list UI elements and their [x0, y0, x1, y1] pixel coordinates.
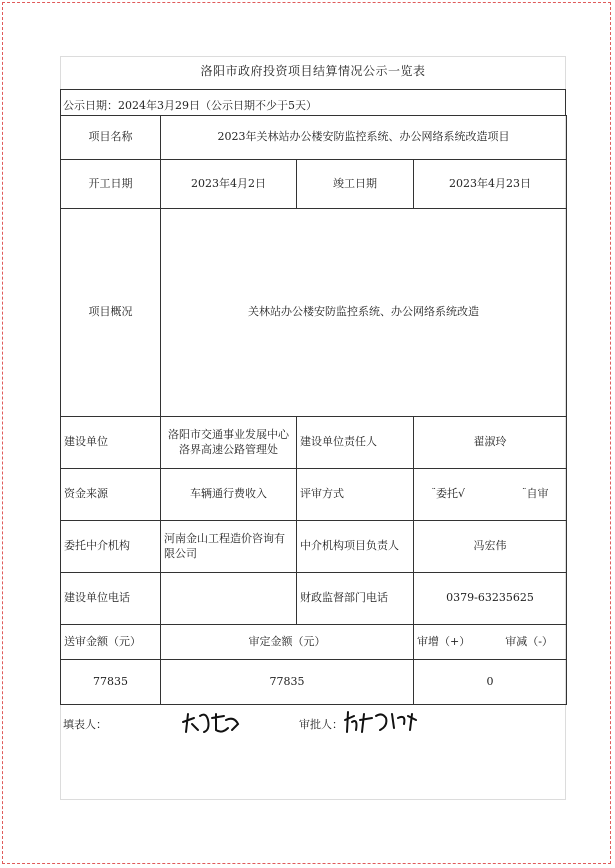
checkbox-mark-icon: ¨ [522, 488, 527, 499]
header-rule-right [565, 89, 566, 115]
settlement-table [60, 115, 567, 705]
overview-value: 关林站办公楼安防监控系统、办公网络系统改造 [161, 209, 567, 417]
row-project-name [61, 116, 567, 160]
submitted-amount-header: 送审金额（元） [61, 625, 161, 660]
agency-value: 河南金山工程造价咨询有限公司 [161, 521, 297, 573]
approved-amount-header: 审定金额（元） [161, 625, 414, 660]
end-date-label: 竣工日期 [297, 160, 414, 209]
row-overview [61, 209, 567, 417]
handwritten-signature-icon [342, 708, 422, 736]
row-builder [61, 417, 567, 469]
builder-value-line2: 洛界高速公路管理处 [179, 442, 278, 456]
review-option-entrust: ¨委托√ [431, 487, 466, 501]
row-dates [61, 160, 567, 209]
check-mark-icon: √ [458, 487, 466, 501]
builder-phone-value [161, 573, 297, 625]
review-option-self: ¨自审 [522, 487, 549, 501]
checkbox-mark-icon: ¨ [431, 488, 436, 499]
builder-owner-value: 翟淑玲 [414, 417, 567, 469]
finance-phone-label: 财政监督部门电话 [297, 573, 414, 625]
document-title: 洛阳市政府投资项目结算情况公示一览表 [200, 64, 426, 78]
agency-head-value: 冯宏伟 [414, 521, 567, 573]
project-name-value: 2023年关林站办公楼安防监控系统、办公网络系统改造项目 [161, 116, 567, 160]
approver-signature [342, 708, 422, 740]
funding-value: 车辆通行费收入 [161, 469, 297, 521]
finance-phone-value: 0379-63235625 [414, 573, 567, 625]
builder-phone-label: 建设单位电话 [61, 573, 161, 625]
decrease-header: 审减（-） [505, 634, 553, 648]
adjustment-header [414, 625, 567, 660]
adjustment-value: 0 [414, 660, 567, 705]
agency-label: 委托中介机构 [61, 521, 161, 573]
review-method-options [414, 469, 567, 521]
filler-label: 填表人： [63, 718, 107, 731]
start-date-label: 开工日期 [61, 160, 161, 209]
funding-label: 资金来源 [61, 469, 161, 521]
approved-amount-value: 77835 [161, 660, 414, 705]
header-rule [60, 89, 566, 90]
approver-label: 审批人： [299, 718, 343, 731]
notice-date: 公示日期：2024年3月29日（公示日期不少于5天） [63, 99, 317, 112]
filler-signature [180, 708, 242, 740]
row-amount-headers [61, 625, 567, 660]
overview-label: 项目概况 [61, 209, 161, 417]
builder-owner-label: 建设单位责任人 [297, 417, 414, 469]
row-amount-values [61, 660, 567, 705]
agency-head-label: 中介机构项目负责人 [297, 521, 414, 573]
row-funding [61, 469, 567, 521]
start-date-value: 2023年4月2日 [161, 160, 297, 209]
submitted-amount-value: 77835 [61, 660, 161, 705]
increase-header: 审增（+） [417, 634, 471, 648]
project-name-label: 项目名称 [61, 116, 161, 160]
end-date-value: 2023年4月23日 [414, 160, 567, 209]
row-agency [61, 521, 567, 573]
builder-label: 建设单位 [61, 417, 161, 469]
builder-value [161, 417, 297, 469]
handwritten-signature-icon [180, 708, 242, 736]
row-phone [61, 573, 567, 625]
review-method-label: 评审方式 [297, 469, 414, 521]
header-rule-left [60, 89, 61, 115]
builder-value-line1: 洛阳市交通事业发展中心 [168, 427, 289, 441]
